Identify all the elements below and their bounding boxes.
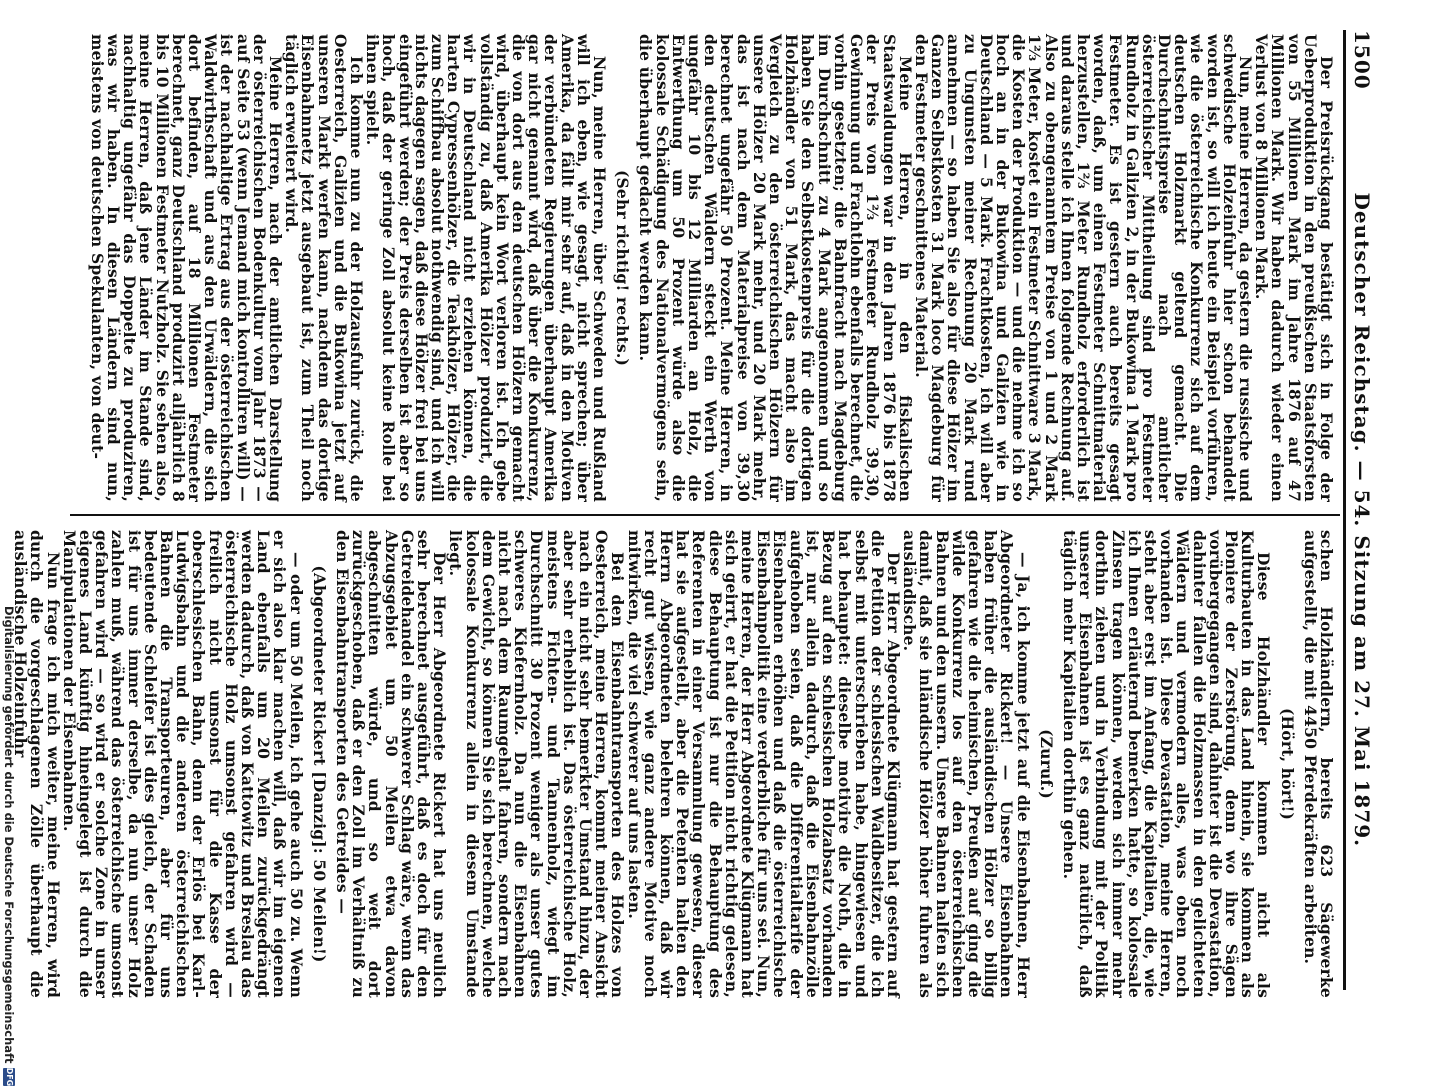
digitization-text: Digitalisierung gefördert durch die Deutsche Forschungsgemeinschaft: [2, 606, 16, 1064]
interjection: (Sehr richtig! rechts.): [613, 169, 633, 367]
paragraph: Meine Herren, nach der amtlichen Darstellung der österreichischen Bodenkultur vom Jahr 1873 — auf Seite 53 (wenn Jemand mich kontrolliren will) — ist der nachhaltige Ertrag aus der österreichischen Waldwirthschaft und aus den Urwäldern, die sich dort befinden, auf 18 Millionen Festmeter berechnet, ganz Deutschland produzirt alljährlich 8 bis 10 Millionen Festmeter Nutzholz. Sie sehen also, meine Herren, daß jene Länder im Stande sind, nachhaltig ungefähr das Doppelte zu produziren, was wir haben. In diesen Ländern sind nun, meistens von deutschen Spekulanten, von deut-: [87, 34, 285, 502]
paragraph: Der Herr Abgeordnete Rickert hat uns neulich sehr berechnet ausgeführt, daß es doch für den Getreidehandel ein schwerer Schlag wäre, wenn das Abzugsgebiet um 50 Meilen etwa davon abgeschnitten würde, und so weit dort zurückgeschoben, daß er den Zoll im Verhältniß zu den Eisenbahntransporten des Getreides —: [333, 530, 450, 998]
page-number: 1500: [1350, 30, 1374, 90]
paragraph: Der Herr Abgeordnete Klügmann hat gestern auf die Petition der schlesischen Waldbesitzer, die ich selbst mit unterschrieben habe, hingewiesen und hat behauptet: dieselbe motivire die Noth, die in Bezug auf den schlesischen Holzabsatz vorhanden ist, nur allein dadurch, daß die Eisenbahnzölle aufgehoben seien, daß die Differentialtarife der Eisenbahnen erhöhen und daß die österreichische Eisenbahnpolitik eine verderbliche für uns sei. Nun, meine Herren, der Herr Abgeordnete Klügmann hat sich geirrt, er hat die Petition nicht richtig gelesen, diese Behauptung ist nur die Behauptung des Referenten in einer Versammlung gewesen, dieser hat sie aufgestellt, aber die Petenten halten den Herrn Abgeordneten belehren können, daß wir recht gut wissen, wie ganz andere Motive noch mitwirken, die viel schwerer auf uns lasten.: [624, 530, 903, 998]
paragraph: Bei den Eisenbahntransporten des Holzes von Oesterreich, meine Herren, kommt meiner Ansicht nach ein nicht sehr bemerkter Umstand hinzu, der aber sehr erheblich ist. Das österreichische Holz, meistens Fichten- und Tannenholz, wiegt im Durchschnitt 30 Prozent weniger als unser gutes schweres Kiefernholz. Da nun die Eisenbahnen nicht nach dem Raumgehalt fahren, sondern nach dem Gewicht, so können Sie sich berechnen, welche kolossale Konkurrenz allein in diesem Umstande liegt.: [446, 530, 628, 998]
header-rule: [1343, 30, 1346, 990]
paragraph: schen Holzhändlern, bereits 623 Sägewerke aufgestellt, die mit 4450 Pferdekräften arbeiten.: [1300, 530, 1336, 998]
paragraph: Ich komme nun zu der Holzausfuhr zurück, die Oesterreich, Galizien und die Bukowina jetzt auf unseren Markt werfen kann, nachdem das dortige Eisenbahnnetz jetzt ausgebaut ist, zum Theil noch täglich erweitert wird.: [282, 34, 367, 502]
dfg-logo-icon: DFG: [5, 1067, 14, 1086]
paragraph: Nun, meine Herren, da gestern die russische und schwedische Holzeinfuhr hier schon behandelt worden ist, so will ich heute ein Beispiel vorführen, wie die österreichische Konkurrenz sich auf dem deutschen Holzmarkt geltend gemacht. Die Durchschnittspreise nach amtlicher österreichischer Mittheilung sind pro Festmeter Rundholz in Galizien 2, in der Bukowina 1 Mark pro Festmeter. Es ist gestern auch bereits gesagt worden, daß, um einen Festmeter Schnittmaterial herzustellen, 1⅔ Meter Rundholz erforderlich ist und daraus stelle ich Ihnen folgende Rechnung auf. Also zu obengenanntem Preise von 1 und 2 Mark 1⅔ Meter, kostet ein Festmeter Schnittware 3 Mark, die Kosten der Produktion — und die nehme ich so hoch an in der Bukowina und Galizien wie in Deutschland — 5 Mark. Frachtkosten, ich will aber zu Ungunsten meiner Rechnung 20 Mark rund annehmen — so haben Sie also für diese Hölzer im Ganzen Selbstkosten 31 Mark loco Magdeburg für den Festmeter geschnittenes Material.: [911, 34, 1255, 502]
right-column: [11, 530, 1336, 998]
interjection: (Abgeordneter Rickert [Danzig]: 50 Meilen!): [309, 565, 329, 963]
paragraph: — oder um 50 Meilen, ich gehe auch 50 zu. Wenn er sich also klar machen will, daß wir im eigenen Land ebenfalls um 20 Meilen zurückgedrängt werden dadurch, daß von Kattowitz und Breslau das österreichische Holz umsonst gefahren wird — freilich nicht umsonst für die Kasse der oberschlesischen Bahn, denn der Erlös bei Karl-Ludwigsbahn und die anderen österreichischen Bahnen die Transporteuren, aber für uns bedeutende Schleifer ist dies gleich, der Schaden ist für uns immer derselbe, da nun unser Holz zahlen muß, während das österreichische umsonst gefahren wird — so wird er solche Zone in unser eigenes Land künftig hineingelegt ist durch die Manipulationen der Eisenbahnen.: [59, 530, 306, 998]
paragraph: Der Preisrückgang bestätigt sich in Folge der Ueberproduktion in den preußischen Staatsforsten von 55 Millionen Mark im Jahre 1876 auf 47 Millionen Mark. Wir haben dadurch wieder einen Verlust von 8 Millionen Mark.: [1252, 34, 1336, 502]
column-divider: [70, 514, 1340, 516]
paragraph: — Ja, ich komme jetzt auf die Eisenbahnen, Herr Abgeordneter Rickert! — Unsere Eisenbahnen haben früher die ausländischen Hölzer so billig gefahren wie die heimischen, Preußen auf ging die wilde Konkurrenz los auf den österreichischen Bahnen und den unsern. Unsere Bahnen halfen sich damit, daß sie inländische Hölzer höher fuhren als ausländische.: [900, 530, 1033, 998]
left-column: [54, 34, 1334, 502]
paragraph: Nun, meine Herren, über Schweden und Rußland will ich eben, wie gesagt, nicht sprechen; über Amerika, da fällt mir sehr auf, daß in den Motiven der verbündeten Regierungen überhaupt Amerika gar nicht genannt wird, daß über die Konkurrenz, die von dort aus den deutschen Hölzern gemacht wird, überhaupt kein Wort verloren ist. Ich gebe vollständig zu, daß Amerika Hölzer produzirt, die wir in Deutschland nicht erziehen können, die harten Cypressenhölzer, die Teakhölzer, Hölzer, die zum Schiffbau absolut nothwendig sind, und ich will nichts dagegen sagen, daß diese Hölzer frei bei uns eingeführt werden; der Preis derselben ist aber so hoch, daß der geringe Zoll absolut keine Rolle bei ihnen spielt.: [363, 34, 610, 502]
interjection: (Hört, hört!): [1277, 707, 1297, 821]
digitization-note: [1, 606, 17, 1086]
paragraph: Diese Holzhändler kommen nicht als Kulturbauten in das Land hinein, sie kommen als Pioniere der Zerstörung, denn wo ihre Sägen vorübergegangen sind, dahinter ist die Devastation, dahinter fallen die Holzmassen in den gelichteten Wäldern und vermodern alles, was oben noch vorhanden ist. Diese Devastation, meine Herren, steht aber erst im Anfang, die Kapitalien, die, wie ich Ihnen erläuternd bemerken hatte, so kolossale Zinsen tragen können, werden sich immer mehr dorthin ziehen und in Verbindung mit der Politik unserer Eisenbahnen ist es ganz natürlich, daß täglich mehr Kapitalien dorthin gehen.: [1059, 530, 1274, 998]
page-title: Deutscher Reichstag. — 54. Sitzung am 27. Mai 1879.: [1350, 192, 1374, 848]
paragraph: Nun frage ich mich weiter, meine Herren, wird durch die vorgeschlagenen Zölle überhaupt die ausländische Holzeinfuhr: [11, 530, 63, 998]
paragraph: Meine Herren, in den fiskalischen Staatswaldungen war in den Jahren 1876 bis 1878 der Preis von 1⅔ Festmeter Rundholz 39,30, Gewinnung und Frachtlohn ebenfalls berechnet, die vorhin gesetzten; die Bahnfracht nach Magdeburg im Durchschnitt zu 4 Mark angenommen und so haben Sie den Selbstkostenpreis für die dortigen Holzhändler von 51 Mark, das macht also im Vergleich zu den österreichischen Hölzern für unsere Hölzer 20 Mark mehr, und 20 Mark mehr, das ist nach dem Materialpreise von 39,30 berechnet ungefähr 50 Prozent. Meine Herren, in den deutschen Wäldern steckt ein Werth von ungefähr 10 bis 12 Milliarden an Holz, die Entwerthung um 50 Prozent würde also die kolossale Schädigung des Nationalvermögens sein, die überhaupt gedacht werden kann.: [636, 34, 915, 502]
interjection: (Zuruf.): [1036, 729, 1056, 799]
page-header: [1350, 30, 1384, 990]
